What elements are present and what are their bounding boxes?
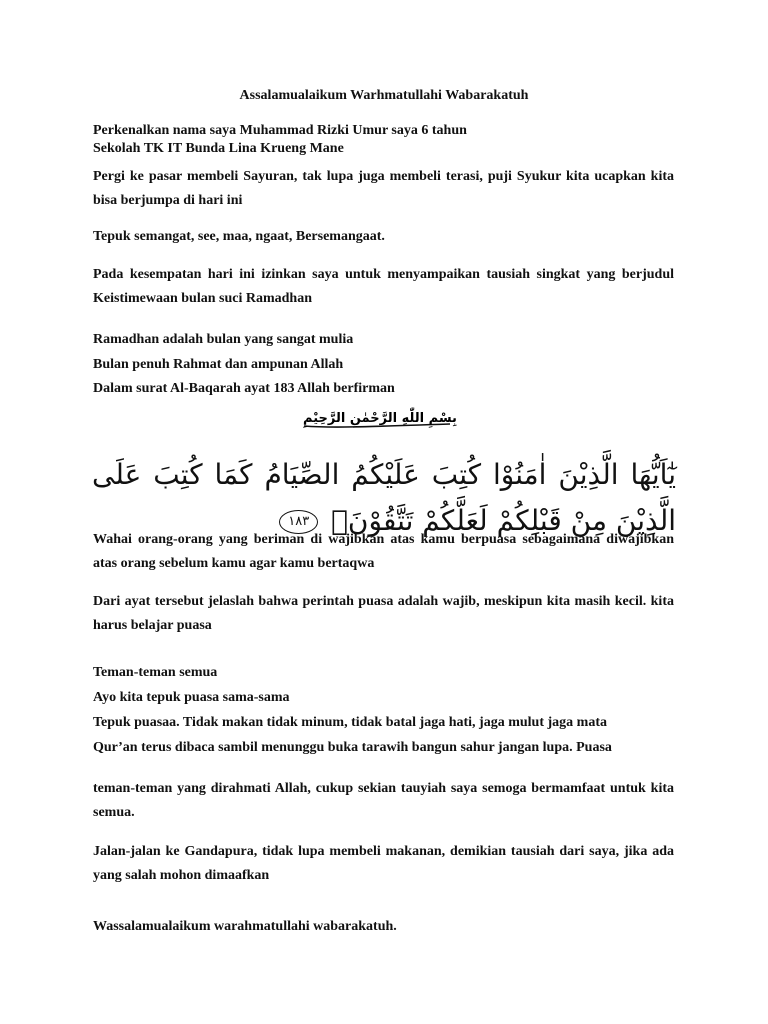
farewell-line: Wassalamualaikum warahmatullahi wabarakatuh.: [93, 919, 397, 934]
intro-school-line: Sekolah TK IT Bunda Lina Krueng Mane: [93, 141, 344, 156]
basmala-text: بِسْمِ اللّٰهِ الرَّحْمٰنِ الرَّحِيْمِ: [303, 411, 457, 426]
friends-line-3: Tepuk puasaa. Tidak makan tidak minum, tidak batal jaga hati, jaga mulut jaga mata: [93, 715, 607, 730]
pantun-closing: Jalan-jalan ke Gandapura, tidak lupa membeli makanan, demikian tausiah dari saya, jika ada yang salah mohon dimaafkan: [93, 844, 674, 883]
verse-arabic-text: يٰٓاَيُّهَا الَّذِيْنَ اٰمَنُوْا كُتِبَ عَلَيْكُمُ الصِّيَامُ كَمَا كُتِبَ عَلَى الَّذِيْنَ مِنْ قَبْلِكُمْ لَعَلَّكُمْ تَتَّقُوْنَۙ: [92, 458, 676, 537]
friends-line-2: Ayo kita tepuk puasa sama-sama: [93, 690, 290, 705]
ramadhan-line-3: Dalam surat Al-Baqarah ayat 183 Allah berfirman: [93, 381, 395, 396]
verse-translation: Wahai orang-orang yang beriman di wajibkan atas kamu berpuasa sebagaimana diwajibkan atas orang sebelum kamu agar kamu bertaqwa: [93, 532, 674, 571]
basmala-calligraphy: [300, 404, 460, 436]
verse-explanation: Dari ayat tersebut jelaslah bahwa perintah puasa adalah wajib, meskipun kita masih kecil. kita harus belajar puasa: [93, 594, 674, 633]
tepuk-semangat: Tepuk semangat, see, maa, ngaat, Bersemangaat.: [93, 229, 385, 244]
introduction: [93, 122, 674, 158]
ramadhan-line-1: Ramadhan adalah bulan yang sangat mulia: [93, 332, 354, 347]
pantun-greeting: Pergi ke pasar membeli Sayuran, tak lupa juga membeli terasi, puji Syukur kita ucapkan kita bisa berjumpa di hari ini: [93, 169, 674, 208]
ramadhan-line-2: Bulan penuh Rahmat dan ampunan Allah: [93, 357, 344, 372]
document-title: Assalamualaikum Warhmatullahi Wabarakatuh: [239, 88, 529, 103]
intro-name-line: Perkenalkan nama saya Muhammad Rizki Umur saya 6 tahun: [93, 123, 467, 138]
friends-line-4: Qur’an terus dibaca sambil menunggu buka tarawih bangun sahur jangan lupa. Puasa: [93, 740, 612, 755]
tepuk-puasa-lines: [93, 660, 674, 760]
opening-paragraph: Pada kesempatan hari ini izinkan saya untuk menyampaikan tausiah singkat yang berjudul Keistimewaan bulan suci Ramadhan: [93, 267, 674, 306]
verse-number-marker: ١٨٣: [279, 510, 318, 534]
friends-line-1: Teman-teman semua: [93, 665, 218, 680]
ramadhan-lines: [93, 327, 674, 401]
closing-hope-paragraph: teman-teman yang dirahmati Allah, cukup sekian tauyiah saya semoga bermamfaat untuk kita semua.: [93, 781, 674, 820]
